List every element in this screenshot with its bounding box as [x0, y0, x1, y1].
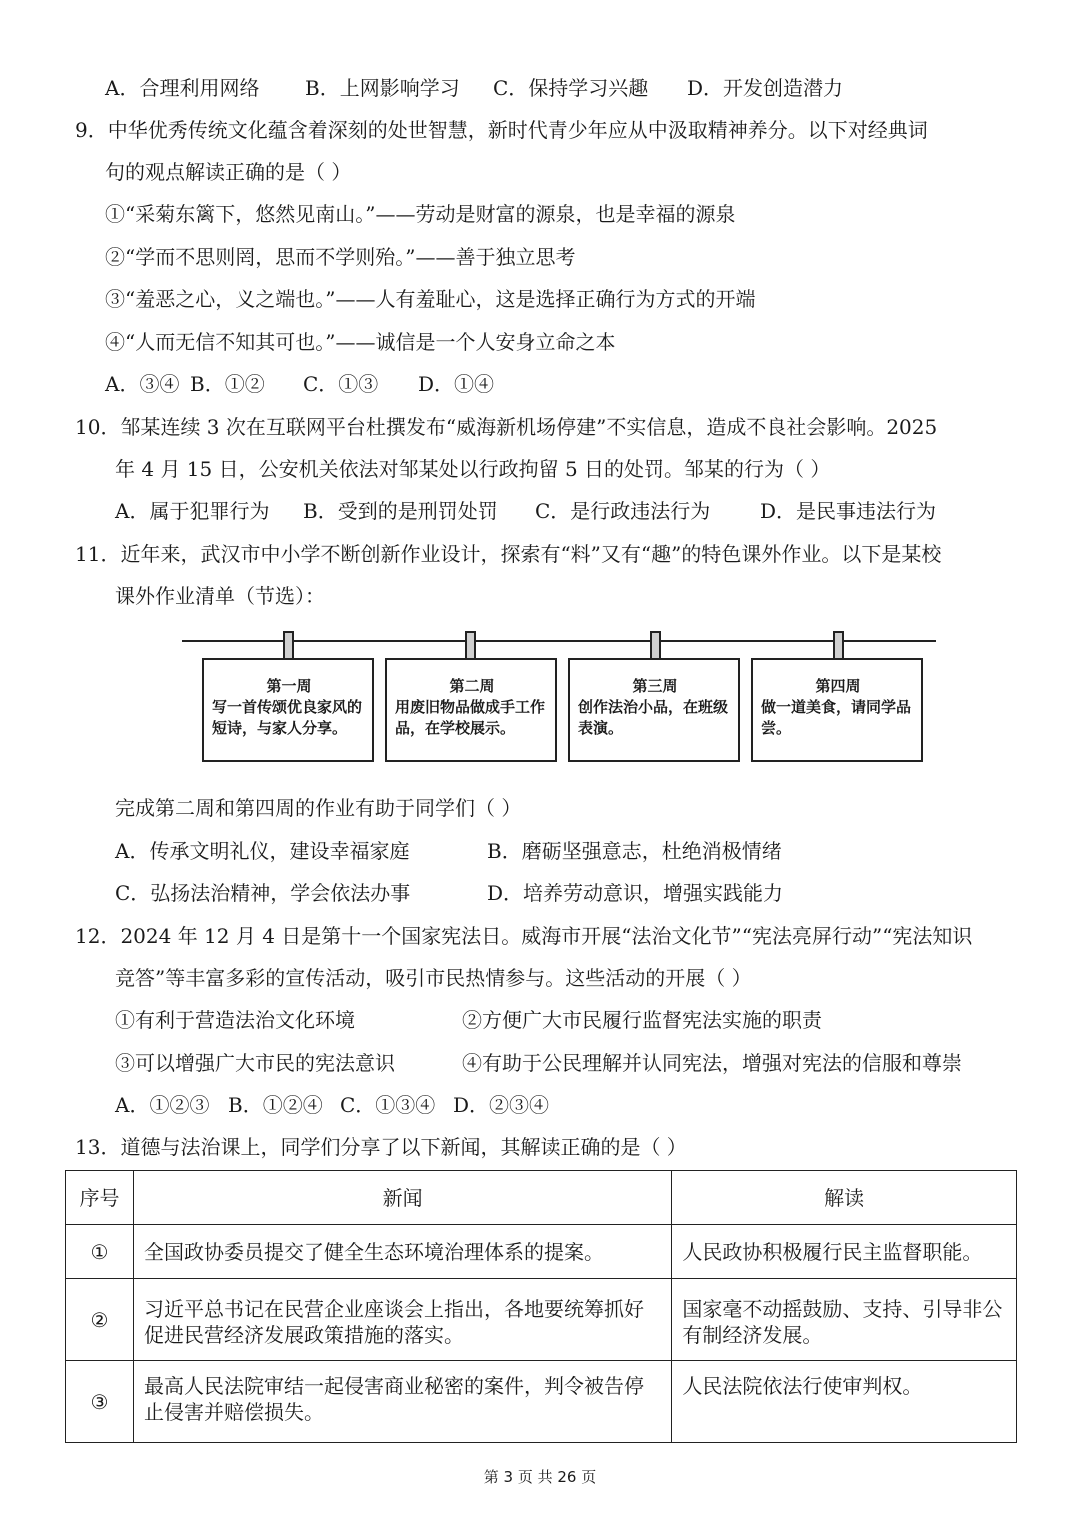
q13-stem: 13．道德与法治课上，同学们分享了以下新闻，其解读正确的是（ ）: [75, 1135, 687, 1159]
card-body: 用废旧物品做成手工作品，在学校展示。: [395, 698, 546, 737]
q11-option-a: A．传承文明礼仪，建设幸福家庭: [115, 839, 410, 863]
q8-option-d: D．开发创造潜力: [687, 76, 844, 100]
q12-stem-line1: 12．2024 年 12 月 4 日是第十一个国家宪法日。威海市开展“法治文化节”“宪法亮屏行动”“宪法知识: [75, 924, 973, 948]
q8-option-a: A．合理利用网络: [105, 76, 260, 100]
q12-stem-line2: 竞答”等丰富多彩的宣传活动，吸引市民热情参与。这些活动的开展（ ）: [115, 966, 752, 990]
row-number: ①: [66, 1225, 134, 1279]
header-reading: 解读: [672, 1171, 1017, 1225]
card-title: 第三周: [632, 677, 678, 695]
card-title: 第四周: [815, 677, 861, 695]
q9-item-4: ④“人而无信不知其可也。”——诚信是一个人安身立命之本: [105, 330, 616, 354]
q12-item-3: ③可以增强广大市民的宪法意识: [115, 1051, 395, 1075]
card-body: 创作法治小品，在班级表演。: [578, 698, 729, 737]
header-news: 新闻: [133, 1171, 671, 1225]
table-header-row: [66, 1171, 1017, 1225]
q9-stem-line2: 句的观点解读正确的是（ ）: [105, 160, 352, 184]
q10-option-a: A．属于犯罪行为: [115, 499, 270, 523]
row-news: 全国政协委员提交了健全生态环境治理体系的提案。: [133, 1225, 671, 1279]
q12-option-c: C．①③④: [340, 1093, 436, 1117]
card-body: 写一首传颂优良家风的短诗，与家人分享。: [212, 698, 363, 737]
q9-item-3: ③“羞恶之心，义之端也。”——人有羞耻心，这是选择正确行为方式的开端: [105, 287, 756, 311]
q12-item-4: ④有助于公民理解并认同宪法，增强对宪法的信服和尊崇: [462, 1051, 962, 1075]
q11-option-c: C．弘扬法治精神，学会依法办事: [115, 881, 411, 905]
q12-item-1: ①有利于营造法治文化环境: [115, 1008, 355, 1032]
news-table: [65, 1170, 1017, 1443]
q9-option-a: A．③④: [105, 372, 180, 396]
q10-stem-line2: 年 4 月 15 日，公安机关依法对邹某处以行政拘留 5 日的处罚。邹某的行为（ ）: [115, 457, 831, 481]
row-reading: 人民法院依法行使审判权。: [672, 1361, 1017, 1443]
card-body: 做一道美食，请同学品尝。: [761, 698, 912, 737]
q8-option-b: B．上网影响学习: [305, 76, 460, 100]
row-reading: 人民政协积极履行民主监督职能。: [672, 1225, 1017, 1279]
q9-stem-line1: 9．中华优秀传统文化蕴含着深刻的处世智慧，新时代青少年应从中汲取精神养分。以下对经典词: [75, 118, 928, 142]
q10-option-d: D．是民事违法行为: [760, 499, 937, 523]
homework-card-week2: [385, 658, 557, 762]
row-number: ②: [66, 1279, 134, 1361]
table-row: [66, 1225, 1017, 1279]
q8-option-c: C．保持学习兴趣: [493, 76, 649, 100]
homework-card-week3: [568, 658, 740, 762]
q11-option-d: D．培养劳动意识，增强实践能力: [487, 881, 784, 905]
table-row: [66, 1361, 1017, 1443]
homework-card-week4: [751, 658, 923, 762]
q9-item-2: ②“学而不思则罔，思而不学则殆。”——善于独立思考: [105, 245, 576, 269]
q11-stem-line2: 课外作业清单（节选）：: [115, 584, 325, 608]
page-number: 第 3 页 共 26 页: [483, 1468, 597, 1486]
q12-item-2: ②方便广大市民履行监督宪法实施的职责: [462, 1008, 822, 1032]
q11-option-b: B．磨砺坚强意志，杜绝消极情绪: [487, 839, 782, 863]
row-reading: 国家毫不动摇鼓励、支持、引导非公有制经济发展。: [672, 1279, 1017, 1361]
row-number: ③: [66, 1361, 134, 1443]
row-news: 最高人民法院审结一起侵害商业秘密的案件，判令被告停止侵害并赔偿损失。: [133, 1361, 671, 1443]
table-row: [66, 1279, 1017, 1361]
q9-option-d: D．①④: [418, 372, 495, 396]
q9-option-b: B．①②: [190, 372, 265, 396]
card-title: 第一周: [266, 677, 312, 695]
header-number: 序号: [66, 1171, 134, 1225]
card-title: 第二周: [449, 677, 495, 695]
q9-option-c: C．①③: [303, 372, 379, 396]
homework-card-week1: [202, 658, 374, 762]
q12-option-d: D．②③④: [453, 1093, 550, 1117]
q12-option-a: A．①②③: [115, 1093, 210, 1117]
row-news: 习近平总书记在民营企业座谈会上指出，各地要统筹抓好促进民营经济发展政策措施的落实。: [133, 1279, 671, 1361]
q10-option-c: C．是行政违法行为: [535, 499, 711, 523]
q10-stem-line1: 10．邹某连续 3 次在互联网平台杜撰发布“威海新机场停建”不实信息，造成不良社会影响。2025: [75, 415, 938, 439]
q10-option-b: B．受到的是刑罚处罚: [303, 499, 498, 523]
q12-option-b: B．①②④: [228, 1093, 323, 1117]
q11-sub-stem: 完成第二周和第四周的作业有助于同学们（ ）: [115, 796, 522, 820]
q9-item-1: ①“采菊东篱下，悠然见南山。”——劳动是财富的源泉，也是幸福的源泉: [105, 202, 736, 226]
q11-stem-line1: 11．近年来，武汉市中小学不断创新作业设计，探索有“料”又有“趣”的特色课外作业。以下是某校: [75, 542, 942, 566]
clothesline-rope: [182, 640, 936, 642]
